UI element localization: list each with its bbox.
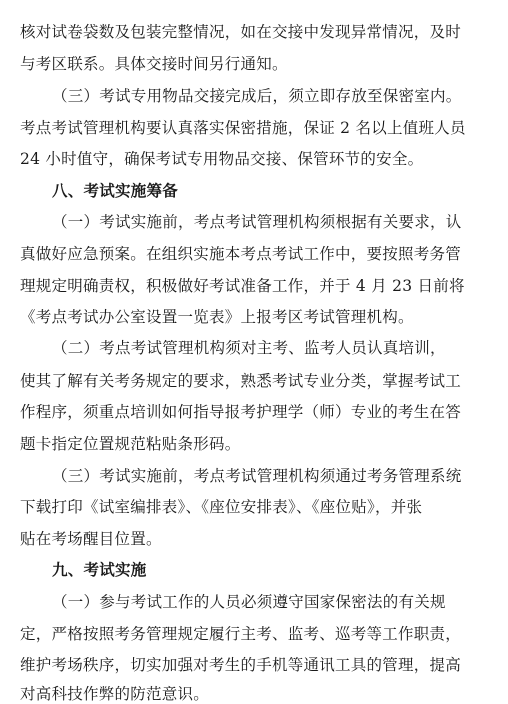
paragraph-line: 核对试卷袋数及包装完整情况，如在交接中发现异常情况，及时 (20, 23, 462, 41)
paragraph-line: 理规定明确责权，积极做好考试准备工作，并于 4 月 23 日前将 (20, 277, 465, 295)
section-heading: 九、考试实施 (52, 561, 147, 579)
paragraph-line: 贴在考场醒目位置。 (20, 530, 162, 548)
paragraph-line: 题卡指定位置规范粘贴条形码。 (20, 435, 241, 453)
paragraph-line: 《考点考试办公室设置一览表》上报考区考试管理机构。 (20, 308, 414, 326)
paragraph-line: 定，严格按照考务管理规定履行主考、监考、巡考等工作职责， (20, 625, 462, 643)
paragraph-line: （二）考点考试管理机构须对主考、监考人员认真培训， (52, 339, 446, 357)
paragraph-line: 使其了解有关考务规定的要求，熟悉考试专业分类，掌握考试工 (20, 372, 462, 390)
section-heading: 八、考试实施筹备 (52, 182, 179, 200)
paragraph-line: 考点考试管理机构要认真落实保密措施，保证 2 名以上值班人员 (20, 119, 466, 137)
paragraph-line: 作程序，须重点培训如何指导报考护理学（师）专业的考生在答 (20, 403, 462, 421)
paragraph-line: 下载打印《试室编排表》、《座位安排表》、《座位贴》，并张 (20, 498, 423, 516)
paragraph-line: （一）参与考试工作的人员必须遵守国家保密法的有关规 (52, 593, 446, 611)
paragraph-line: 与考区联系。具体交接时间另行通知。 (20, 55, 288, 73)
paragraph-line: 对高科技作弊的防范意识。 (20, 685, 210, 703)
paragraph-line: 24 小时值守，确保考试专用物品交接、保管环节的安全。 (20, 150, 424, 168)
paragraph-line: 维护考场秩序，切实加强对考生的手机等通讯工具的管理，提高 (20, 656, 462, 674)
paragraph-line: （三）考试实施前，考点考试管理机构须通过考务管理系统 (52, 467, 462, 485)
paragraph-line: （一）考试实施前，考点考试管理机构须根据有关要求，认 (52, 213, 462, 231)
paragraph-line: 真做好应急预案。在组织实施本考点考试工作中，要按照考务管 (20, 245, 462, 263)
paragraph-line: （三）考试专用物品交接完成后，须立即存放至保密室内。 (52, 87, 462, 105)
